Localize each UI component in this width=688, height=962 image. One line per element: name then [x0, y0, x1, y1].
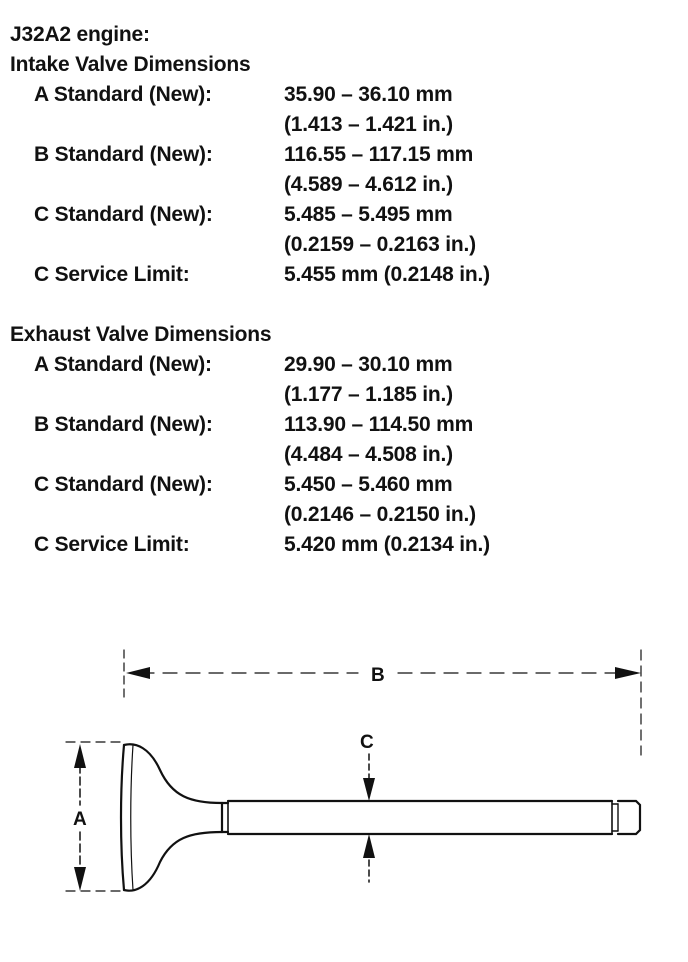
exhaust-a-sub: (1.177 – 1.185 in.)	[284, 383, 453, 406]
exhaust-c-label: C Standard (New):	[34, 473, 213, 496]
b-dimension-label: B	[371, 665, 385, 686]
exhaust-a-value: 29.90 – 30.10 mm	[284, 353, 453, 376]
intake-b-label: B Standard (New):	[34, 143, 213, 166]
exhaust-b-sub: (4.484 – 4.508 in.)	[284, 443, 453, 466]
b-arrow-left	[126, 667, 150, 679]
exhaust-c-limit-label: C Service Limit:	[34, 533, 190, 556]
intake-a-value: 35.90 – 36.10 mm	[284, 83, 453, 106]
a-arrow-top	[74, 744, 86, 768]
c-arrow-top	[363, 778, 375, 801]
intake-a-sub: (1.413 – 1.421 in.)	[284, 113, 453, 136]
intake-c-limit-label: C Service Limit:	[34, 263, 190, 286]
exhaust-c-value: 5.450 – 5.460 mm	[284, 473, 453, 496]
intake-c-value: 5.485 – 5.495 mm	[284, 203, 453, 226]
a-arrow-bottom	[74, 867, 86, 891]
exhaust-heading: Exhaust Valve Dimensions	[10, 323, 272, 346]
c-arrow-bottom	[363, 834, 375, 858]
valve-outline	[121, 744, 640, 890]
exhaust-a-label: A Standard (New):	[34, 353, 212, 376]
intake-c-limit-value: 5.455 mm (0.2148 in.)	[284, 263, 490, 286]
a-dimension-label: A	[73, 809, 87, 830]
exhaust-b-value: 113.90 – 114.50 mm	[284, 413, 474, 436]
intake-b-sub: (4.589 – 4.612 in.)	[284, 173, 453, 196]
intake-a-label: A Standard (New):	[34, 83, 212, 106]
b-arrow-right	[615, 667, 641, 679]
exhaust-b-label: B Standard (New):	[34, 413, 213, 436]
exhaust-c-sub: (0.2146 – 0.2150 in.)	[284, 503, 476, 526]
intake-c-label: C Standard (New):	[34, 203, 213, 226]
exhaust-c-limit-value: 5.420 mm (0.2134 in.)	[284, 533, 490, 556]
intake-c-sub: (0.2159 – 0.2163 in.)	[284, 233, 476, 256]
engine-title: J32A2 engine:	[10, 23, 150, 46]
intake-b-value: 116.55 – 117.15 mm	[284, 143, 474, 166]
intake-heading: Intake Valve Dimensions	[10, 53, 251, 76]
c-dimension-label: C	[360, 732, 374, 753]
